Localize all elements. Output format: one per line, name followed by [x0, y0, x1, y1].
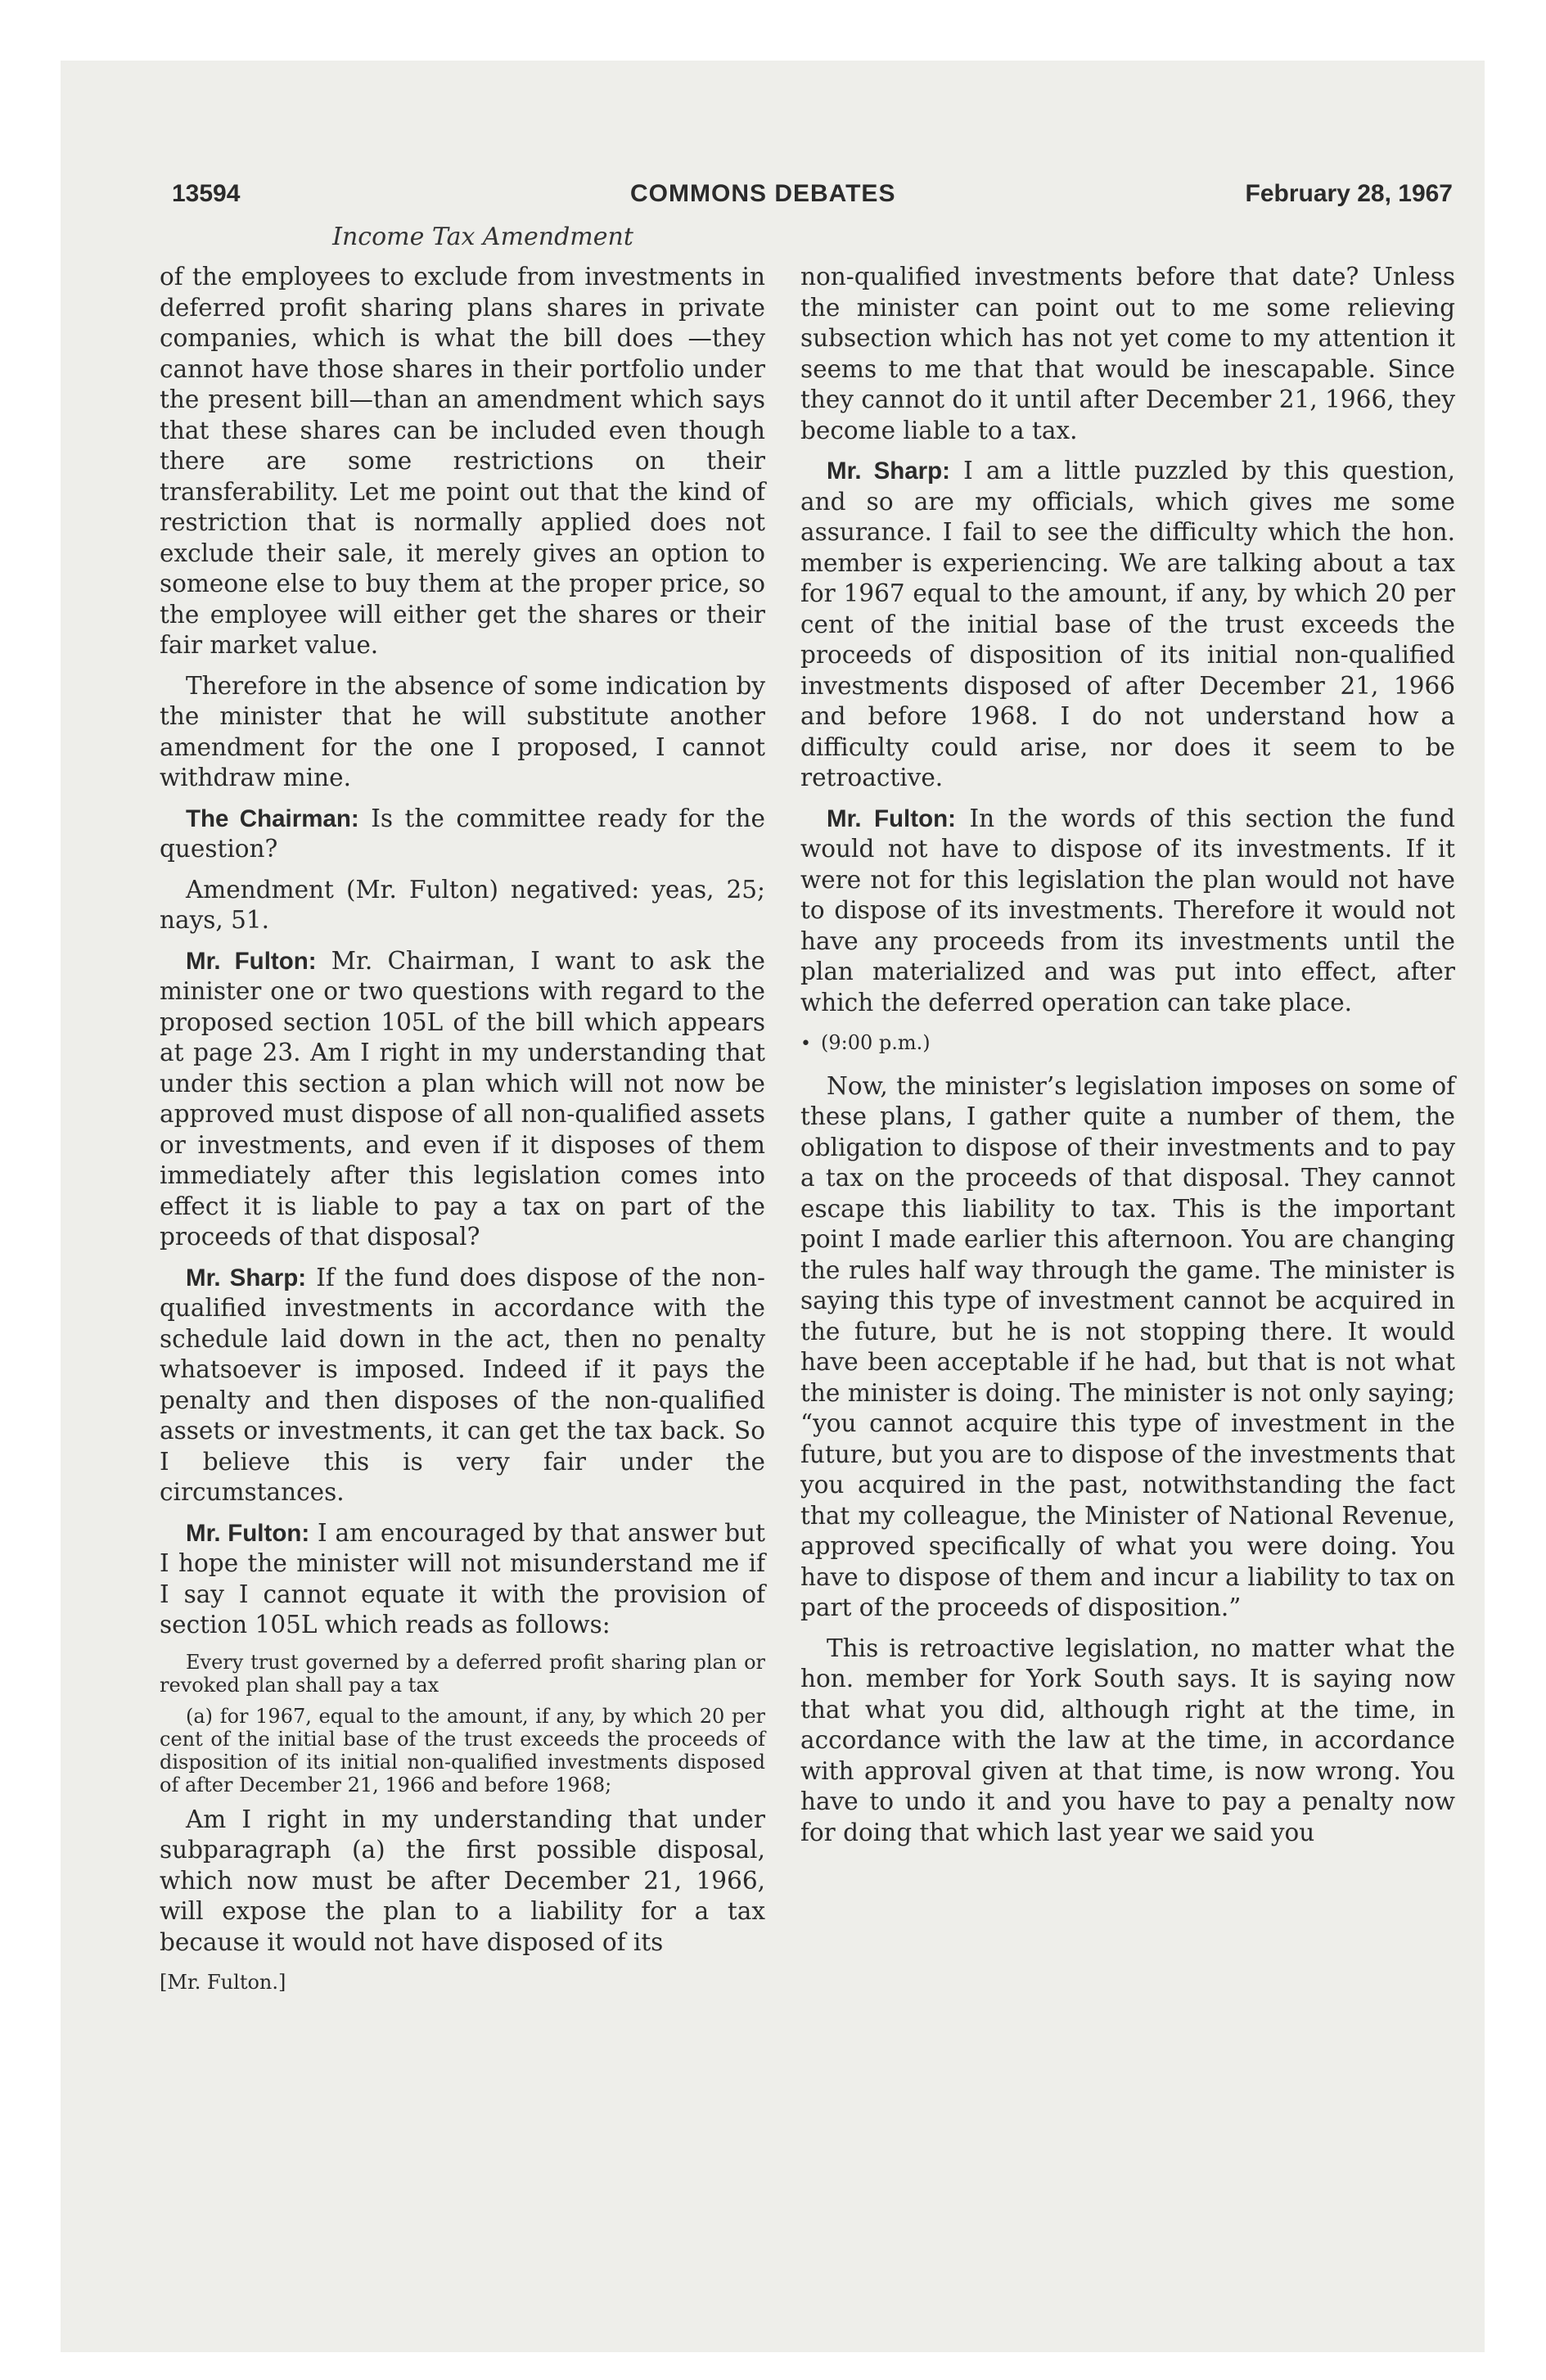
- speaker-name: Mr. Fulton:: [186, 1519, 310, 1547]
- publication-title: COMMONS DEBATES: [630, 180, 896, 207]
- issue-date: February 28, 1967: [1245, 180, 1453, 207]
- quoted-statute: (a) for 1967, equal to the amount, if any, by which 20 per cent of the initial base of the trust exceeds the proceeds of disposition of its initial non-qualified investments disposed of after December 21, 1966 and before 1968;: [160, 1704, 765, 1796]
- speaker-footnote: [Mr. Fulton.]: [160, 1971, 286, 1994]
- speaker-name: Mr. Fulton:: [827, 805, 956, 832]
- speech-text: I am encouraged by that answer but I hope the minister will not misunderstand me if I say I cannot equate it with the provision of section 105L which reads as follows:: [160, 1518, 765, 1639]
- right-column: [800, 262, 1455, 1858]
- time-text: (9:00 p.m.): [820, 1031, 931, 1054]
- paragraph: [160, 804, 765, 865]
- speech-text: Is the committee ready for the question?: [160, 804, 766, 863]
- left-column: [160, 262, 765, 2008]
- speaker-name: Mr. Sharp:: [186, 1264, 307, 1291]
- page-number: 13594: [172, 180, 241, 207]
- page-header: [172, 180, 1453, 221]
- paragraph: Now, the minister’s legislation imposes on some of these plans, I gather quite a number of them, the obligation to dispose of their investments and to pay a tax on the proceeds of that disposal. They cannot escape this liability to tax. This is the important point I made earlier this afternoon. You are changing the rules half way through the game. The minister is saying this type of investment cannot be acquired in the future, but he is not stopping there. It would have been acceptable if he had, but that is not what the minister is doing. The minister is not only saying; “you cannot acquire this type of investment in the future, but you are to dispose of the investments that you acquired in the past, notwithstanding the fact that my colleague, the Minister of National Revenue, approved specifically of what you were doing. You have to dispose of them and incur a liability to tax on part of the proceeds of disposition.”: [800, 1071, 1455, 1621]
- speech-text: In the words of this section the fund would not have to dispose of its investments. If it were not for this legislation the plan would not have to dispose of its investments. Therefore it would not have any proceeds from its investments until the plan materialized and was put into effect, after which the deferred operation can take place.: [800, 804, 1455, 1016]
- speech-text: If the fund does dispose of the non-qualified investments in accordance with the schedule laid down in the act, then no penalty whatsoever is imposed. Indeed if it pays the penalty and then disposes of the non-qualified assets or investments, it can get the tax back. So I believe this is very fair under the circumstances.: [160, 1263, 765, 1506]
- paragraph: of the employees to exclude from investments in deferred profit sharing plans shares in private companies, which is what the bill does —they cannot have those shares in their portfolio under the present bill—than an amendment which says that these shares can be included even though there are some restrictions on their transferability. Let me point out that the kind of restriction that is normally applied does not exclude their sale, it merely gives an option to someone else to buy them at the proper price, so the employee will either get the shares or their fair market value.: [160, 263, 765, 659]
- paragraph: This is retroactive legislation, no matter what the hon. member for York South says. It is saying now that what you did, although right at the time, in accordance with the law at the time, in accordance with approval given at that time, is now wrong. You have to undo it and you have to pay a penalty now for doing that which last year we said you: [800, 1634, 1455, 1846]
- paragraph: Am I right in my understanding that under subparagraph (a) the first possible disposal, which now must be after December 21, 1966, will expose the plan to a liability for a tax because it would not have disposed of its: [160, 1805, 765, 1956]
- paragraph: [160, 946, 765, 1253]
- speech-text: I am a little puzzled by this question, and so are my officials, which gives me some assurance. I fail to see the difficulty which the hon. member is experiencing. We are talking about a tax for 1967 equal to the amount, if any, by which 20 per cent of the initial base of the trust exceeds the proceeds of disposition of its initial non-qualified investments disposed of after December 21, 1966 and before 1968. I do not understand how a difficulty could arise, nor does it seem to be retroactive.: [800, 457, 1456, 791]
- paragraph: Amendment (Mr. Fulton) negatived: yeas, 25; nays, 51.: [160, 875, 765, 934]
- speaker-name: The Chairman:: [186, 805, 359, 832]
- paragraph: [800, 456, 1455, 794]
- paragraph: [160, 1263, 765, 1508]
- speaker-name: Mr. Fulton:: [186, 947, 317, 975]
- paragraph: non-qualified investments before that date? Unless the minister can point out to me some relieving subsection which has not yet come to my attention it seems to me that that would be inescapable. Since they cannot do it until after December 21, 1966, they become liable to a tax.: [800, 263, 1455, 444]
- speech-text: Mr. Chairman, I want to ask the minister one or two questions with regard to the proposed section 105L of the bill which appears at page 23. Am I right in my understanding that under this section a plan which will not now be approved must dispose of all non-qualified assets or investments, and even if it disposes of them immediately after this legislation comes into effect it is liable to pay a tax on part of the proceeds of that disposal?: [160, 946, 765, 1251]
- quoted-statute: Every trust governed by a deferred profit sharing plan or revoked plan shall pay a tax: [160, 1650, 765, 1697]
- section-subheading: Income Tax Amendment: [332, 223, 633, 251]
- paragraph: [160, 1518, 765, 1641]
- paragraph: [800, 804, 1455, 1019]
- paragraph: Therefore in the absence of some indication by the minister that he will substitute another amendment for the one I proposed, I cannot withdraw mine.: [160, 671, 765, 791]
- speaker-name: Mr. Sharp:: [827, 458, 951, 485]
- time-stamp: [800, 1028, 1455, 1060]
- bullet-icon: •: [800, 1034, 811, 1054]
